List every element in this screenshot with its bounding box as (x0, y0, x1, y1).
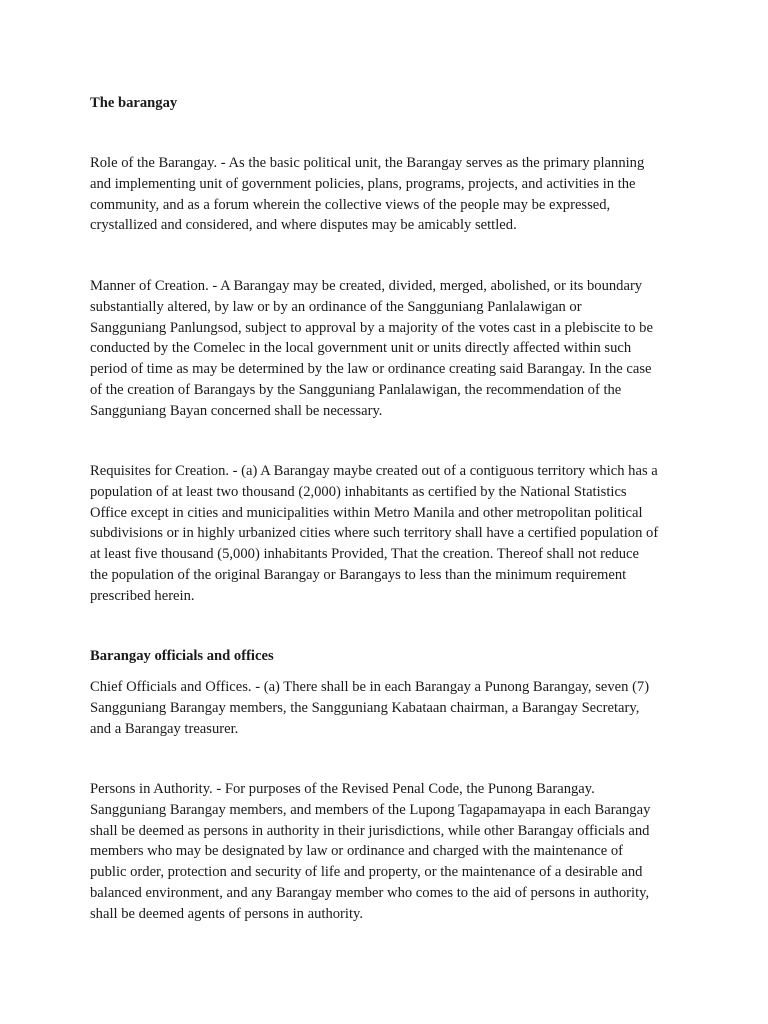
paragraph-line: crystallized and considered, and where disputes may be amicably settled. (90, 217, 517, 234)
paragraph-line: prescribed herein. (90, 587, 195, 604)
paragraph-line: community, and as a forum wherein the collective views of the people may be expressed, (90, 196, 611, 213)
paragraph-persons-in-authority (90, 779, 690, 925)
paragraph-line: Role of the Barangay. - As the basic political unit, the Barangay serves as the primary planning (90, 155, 645, 171)
paragraph-line: population of at least two thousand (2,000) inhabitants as certified by the National Statistics (90, 483, 627, 500)
paragraph-line: Sangguniang Panlungsod, subject to approval by a majority of the votes cast in a plebiscite to be (90, 319, 653, 336)
paragraph-line: balanced environment, and any Barangay member who comes to the aid of persons in authority, (90, 884, 650, 901)
paragraph-line: Persons in Authority. - For purposes of the Revised Penal Code, the Punong Barangay. (90, 781, 595, 797)
paragraph-requisites-for-creation (90, 461, 690, 607)
paragraph-line: shall be deemed as persons in authority in their jurisdictions, while other Barangay officials and (90, 822, 650, 839)
paragraph-line: Office except in cities and municipalities within Metro Manila and other metropolitan political (90, 504, 643, 521)
paragraph-line: of the creation of Barangays by the Sangguniang Panlalawigan, the recommendation of the (90, 381, 622, 398)
paragraph-line: Requisites for Creation. - (a) A Barangay maybe created out of a contiguous territory which has a (90, 463, 658, 479)
paragraph-line: and a Barangay treasurer. (90, 720, 239, 737)
paragraph-line: Sangguniang Barangay members, and members of the Lupong Tagapamayapa in each Barangay (90, 801, 651, 818)
heading-barangay-officials: Barangay officials and offices (90, 648, 274, 664)
paragraph-line: public order, protection and security of life and property, or the maintenance of a desirable and (90, 864, 643, 881)
paragraph-line: Sangguniang Bayan concerned shall be necessary. (90, 402, 383, 419)
paragraph-chief-officials (90, 677, 690, 739)
paragraph-line: members who may be designated by law or ordinance and charged with the maintenance of (90, 843, 624, 860)
paragraph-line: and implementing unit of government policies, plans, programs, projects, and activities in the (90, 175, 636, 192)
paragraph-manner-of-creation (90, 276, 690, 422)
paragraph-line: Manner of Creation. - A Barangay may be created, divided, merged, abolished, or its boundary (90, 278, 643, 294)
heading-the-barangay: The barangay (90, 95, 178, 111)
paragraph-line: subdivisions or in highly urbanized cities where such territory shall have a certified population of (90, 525, 659, 542)
paragraph-line: at least five thousand (5,000) inhabitants Provided, That the creation. Thereof shall not reduce (90, 546, 639, 563)
paragraph-line: Chief Officials and Offices. - (a) There shall be in each Barangay a Punong Barangay, seven (7) (90, 679, 650, 695)
paragraph-role-of-barangay (90, 153, 690, 236)
paragraph-line: conducted by the Comelec in the local government unit or units directly affected within such (90, 340, 632, 357)
paragraph-line: Sangguniang Barangay members, the Sangguniang Kabataan chairman, a Barangay Secretary, (90, 699, 640, 716)
paragraph-line: shall be deemed agents of persons in authority. (90, 905, 364, 922)
paragraph-line: period of time as may be determined by the law or ordinance creating said Barangay. In the case (90, 361, 652, 378)
paragraph-line: the population of the original Barangay or Barangays to less than the minimum requirement (90, 566, 627, 583)
paragraph-line: substantially altered, by law or by an ordinance of the Sangguniang Panlalawigan or (90, 298, 582, 315)
